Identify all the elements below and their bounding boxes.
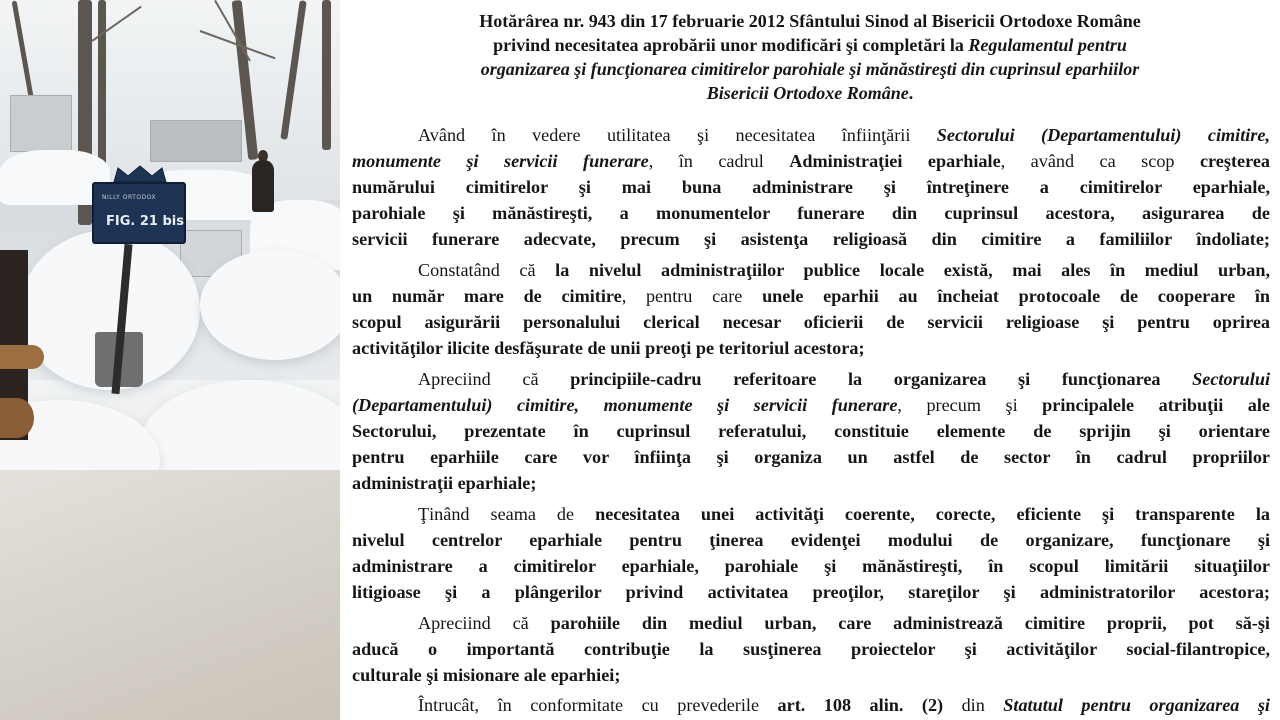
trodden-path <box>0 470 340 720</box>
text-line <box>418 610 1270 636</box>
text-line: administrare a cimitirelor eparhiale, parohiale şi mănăstireşti, în scopul limitării situaţiilor <box>352 556 1270 576</box>
text-line: activităţilor ilicite desfăşurate de unii preoţi pe teritoriul acestora; <box>352 338 865 358</box>
text: , pentru care <box>621 286 763 306</box>
tombstone <box>150 120 242 162</box>
emphasis: Statutul pentru organizarea şi <box>1003 695 1270 715</box>
text-line <box>418 257 1270 283</box>
title-line <box>346 9 1274 33</box>
title-text: privind necesitatea aprobării unor modificări şi completări la <box>493 35 969 55</box>
walking-person <box>252 160 274 212</box>
text-line <box>418 501 1270 527</box>
crown-icon <box>112 164 168 184</box>
text-line: numărului cimitirelor şi mai buna administrare şi întreţinere a cimitirelor eparhiale, <box>352 177 1270 197</box>
title-line <box>346 81 1274 105</box>
text: Ţinând seama de <box>418 504 596 524</box>
regulation-name: organizarea şi funcţionarea cimitirelor parohiale şi mănăstireşti din cuprinsul eparhiilor <box>480 59 1140 79</box>
plot-sign <box>92 182 186 244</box>
text-line: scopul asigurării personalului clerical necesar oficierii de servicii religioase şi pentru oprirea <box>352 312 1270 332</box>
emphasis: necesitatea unei activităţi coerente, corecte, eficiente şi transparente la <box>595 504 1270 524</box>
tree-trunk <box>322 0 331 150</box>
emphasis: monumente şi servicii funerare <box>352 151 649 171</box>
text-line <box>418 366 1270 392</box>
text: Apreciind că <box>418 613 551 633</box>
emphasis: un număr mare de cimitire <box>352 286 622 306</box>
text-line: pentru eparhiile care vor înfiinţa şi organiza un astfel de sector în cadrul propriilor <box>352 447 1270 467</box>
text-line: Sectorului, prezentate în cuprinsul referatului, constituie elemente de sprijin şi orientare <box>352 421 1270 441</box>
emphasis: Sectorului <box>1192 369 1270 389</box>
text: , având ca scop <box>1000 151 1200 171</box>
sign-number: FIG. 21 bis <box>106 214 184 229</box>
basket <box>0 398 34 438</box>
text-line <box>352 148 1270 174</box>
emphasis: Administraţiei eparhiale <box>789 151 1001 171</box>
text-line: servicii funerare adecvate, precum şi asistenţa religioasă din cimitire a familiilor îndoliate; <box>352 229 1270 249</box>
regulation-name: Regulamentul pentru <box>968 35 1127 55</box>
regulation-name: Bisericii Ortodoxe Române <box>706 83 909 103</box>
text-line <box>352 392 1270 418</box>
document-title <box>346 9 1274 105</box>
text-line: nivelul centrelor eparhiale pentru ţinerea evidenţei modului de organizare, funcţionare şi <box>352 530 1270 550</box>
text-line <box>352 283 1270 309</box>
emphasis: Sectorului (Departamentului) cimitire, <box>936 125 1271 145</box>
text-line: culturale şi misionare ale eparhiei; <box>352 665 621 685</box>
text: Apreciind că <box>418 369 571 389</box>
text: , precum şi <box>897 395 1043 415</box>
text-line: parohiale şi mănăstireşti, a monumentelor funerare din cuprinsul acestora, asigurarea de <box>352 203 1270 223</box>
text: Întrucât, în conformitate cu prevederile <box>418 695 778 715</box>
text: din <box>943 695 1004 715</box>
emphasis: unele eparhii au încheiat protocoale de cooperare în <box>762 286 1270 306</box>
text-line <box>418 692 1270 718</box>
emphasis: la nivelul administraţiilor publice locale există, mai ales în mediul urban, <box>555 260 1271 280</box>
title-text: Hotărârea nr. 943 din 17 februarie 2012 Sfântului Sinod al Bisericii Ortodoxe Române <box>479 11 1141 31</box>
text-line: aducă o importantă contribuţie la susţinerea proiectelor şi activităţilor social-filantropice, <box>352 639 1270 659</box>
text: Având în vedere utilitatea şi necesitatea înfiinţării <box>418 125 937 145</box>
emphasis: creşterea <box>1199 151 1270 171</box>
emphasis: parohiile din mediul urban, care administrează cimitire proprii, pot să-şi <box>550 613 1270 633</box>
text-line <box>418 122 1270 148</box>
title-line <box>346 57 1274 81</box>
text: Constatând că <box>418 260 556 280</box>
cemetery-photo <box>0 0 340 720</box>
text: , în cadrul <box>648 151 790 171</box>
title-text: . <box>908 83 914 103</box>
tree-trunk <box>98 0 106 170</box>
sign-line: NILLY ORTODOX <box>102 194 157 201</box>
decision-document <box>346 0 1274 720</box>
emphasis: principiile-cadru referitoare la organizarea şi funcţionarea <box>570 369 1193 389</box>
emphasis: art. 108 alin. (2) <box>777 695 944 715</box>
tombstone <box>10 95 72 152</box>
emphasis: principalele atribuţii ale <box>1042 395 1271 415</box>
text-line: administraţii eparhiale; <box>352 473 537 493</box>
basket <box>0 345 44 369</box>
emphasis: (Departamentului) cimitire, monumente şi servicii funerare <box>352 395 898 415</box>
title-line <box>346 33 1274 57</box>
text-line: litigioase şi a plângerilor privind activitatea preoţilor, stareţilor şi administratorilor acestora; <box>352 582 1270 602</box>
snow-mound <box>200 250 340 360</box>
